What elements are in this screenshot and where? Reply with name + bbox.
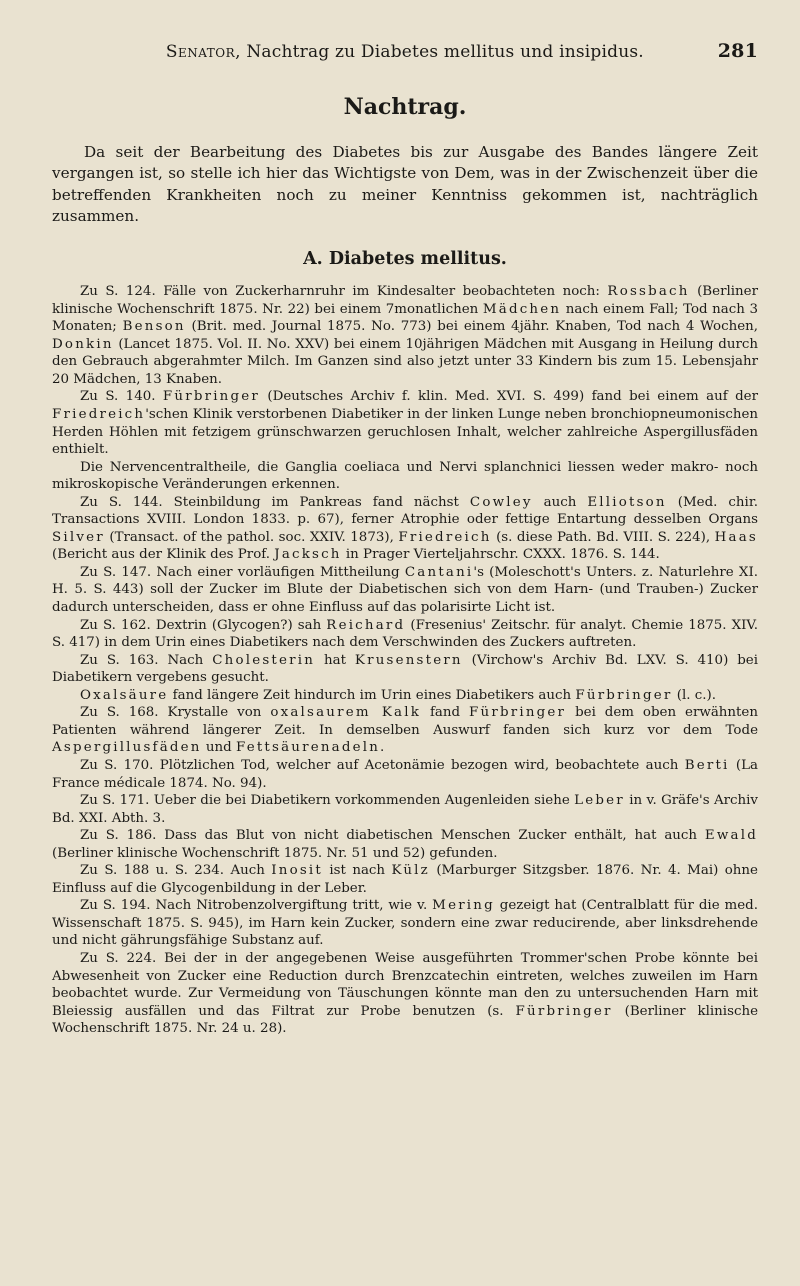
entry-paragraph [52,388,758,458]
entry-paragraph [52,687,758,705]
entry-paragraph [52,617,758,652]
entry-text: (Lancet 1875. Vol. II. No. XXV) bei einem 10jährigen Mädchen mit Ausgang in Heilung durch den Gebrauch abgerahmter Milch. Im Ganzen sind also jetzt unter 33 Kindern bis zum 15. Lebensjahr 20 Mädchen, 13 Knaben. [52,336,758,387]
entry-paragraph [52,494,758,564]
entry-text: Zu S. 144. Steinbildung im Pankreas fand nächst [80,494,470,510]
spaced-name: Reichard [326,617,406,633]
entry-text: fand längere Zeit hindurch im Urin eines Diabetikers auch [168,687,576,703]
entry-text: 'schen Klinik verstorbenen Diabetiker in der linken Lunge neben bronchiopneumonischen Herden Höhlen mit fetzigem grünschwarzen geruchlosen Inhalt, welcher zahlreiche Aspergillusfäden enthielt. [52,407,758,458]
entry-text: (s. diese Path. Bd. VIII. S. 224), [491,529,715,545]
entry-text: auch [532,494,588,510]
entry-paragraph [52,792,758,827]
entry-text: Zu S. 194. Nach Nitrobenzolvergiftung tritt, wie v. [80,898,433,914]
entry-text: Zu S. 188 u. S. 234. Auch [80,863,272,879]
spaced-name: Elliotson [587,494,667,510]
entry-paragraph [52,950,758,1038]
spaced-name: Aspergillusfäden [52,740,202,756]
running-head [52,40,758,62]
entry-text: (Bericht aus der Klinik des Prof. [52,547,275,563]
entry-paragraph [52,827,758,862]
entry-text: in v. Gräfe's Archiv Bd. XXI. Abth. 3. [52,793,758,826]
page-title: Nachtrag. [343,94,467,120]
spaced-name: Friedreich [398,529,492,545]
entry-text: (Deutsches Archiv f. klin. Med. XVI. S. 499) fand bei einem auf der [260,389,758,405]
spaced-name: Fürbringer [575,687,673,703]
entry-text: Zu S. 168. Krystalle von [80,705,271,721]
spaced-name: Mädchen [482,301,562,317]
entries [52,283,758,1038]
entry-text: Zu S. 162. Dextrin (Glycogen?) sah [80,617,327,633]
entry-paragraph [52,862,758,897]
entry-text: und [201,740,236,756]
spaced-name: Cowley [469,494,533,510]
entry-text: (Marburger Sitzgsber. 1876. Nr. 4. Mai) ohne Einfluss auf die Glycogenbildung in der Leber. [52,863,758,896]
entry-text: (Berliner klinische Wochenschrift 1875. Nr. 24 u. 28). [52,1003,758,1037]
entry-text: . [380,740,385,756]
entry-text: 's (Moleschott's Unters. z. Naturlehre XI. H. 5. S. 443) soll der Zucker im Blute der Diabetischen sich von dem Harn- (und Trauben-) Zucker dadurch unterscheiden, dass er ohne Einfluss auf das polarisirte Licht ist. [52,564,758,616]
entry-paragraph [52,283,758,388]
spaced-name: Cantani [404,564,474,580]
running-head-title [92,42,718,62]
spaced-name: Fürbringer [469,705,567,721]
entry-paragraph [52,652,758,687]
entry-paragraph [52,897,758,950]
entry-text: (Brit. med. Journal 1875. No. 773) bei einem 4jähr. Knaben, Tod nach 4 Wochen, [185,319,758,335]
spaced-name: Fürbringer [162,389,260,405]
spaced-name: Friedreich [52,407,146,423]
entry-text: (l. c.). [672,687,716,703]
entry-text: Zu S. 140. [80,389,163,405]
spaced-name: Krusenstern [354,652,463,668]
entry-text: in Prager Vierteljahrschr. CXXX. 1876. S. 144. [341,547,660,563]
intro-paragraph: Da seit der Bearbeitung des Diabetes bis zur Ausgabe des Bandes längere Zeit vergangen ist, so stelle ich hier das Wichtigste von Dem, was in der Zwischenzeit über die betreffenden Krankheiten noch zu meiner Kenntniss gekommen ist, nachträglich zusammen. [52,143,758,225]
spaced-name: Haas [714,529,758,545]
entry-text: Zu S. 147. Nach einer vorläufigen Mittheilung [80,564,405,580]
entry-text: bei dem oben erwähnten Patienten während längerer Zeit. In demselben Auswurf fanden sich kurz vor dem Tode [52,705,758,738]
spaced-name: Leber [574,793,625,809]
entry-text: (Berliner klinische Wochenschrift 1875. Nr. 51 und 52) gefunden. [52,845,498,861]
entry-text: Zu S. 186. Dass das Blut von nicht diabetischen Menschen Zucker enthält, hat auch [80,828,705,844]
entry-text: (La France médicale 1874. No. 94). [52,757,758,791]
spaced-name: Fettsäurenadeln [235,740,381,756]
spaced-name: Cholesterin [212,652,316,668]
entry-text: (Virchow's Archiv Bd. LXV. S. 410) bei Diabetikern vergebens gesucht. [52,652,758,686]
spaced-name: Benson [122,319,186,335]
spaced-name: Berti [684,757,730,773]
entry-text: hat [315,652,355,668]
entry-text: (Berliner klinische Wochenschrift 1875. Nr. 22) bei einem 7monatlichen [52,284,758,317]
spaced-name: Inosit [271,863,323,879]
entry-paragraph [52,704,758,757]
entry-paragraph [52,564,758,617]
section-heading: A. Diabetes mellitus. [303,249,507,270]
entry-paragraph [52,459,758,494]
entry-text: gezeigt hat (Centralblatt für die med. Wissenschaft 1875. S. 945), im Harn kein Zucker, sondern eine zwar reducirende, aber linksdrehende und nicht gährungsfähige Substanz auf. [52,898,758,949]
spaced-name: Jacksch [274,547,342,563]
entry-text: Zu S. 224. Bei der in der angegebenen Weise ausgeführten Trommer'schen Probe könnte bei Abwesenheit von Zucker eine Reduction durch Brenzcatechin eintreten, welches zuweilen im Harn beobachtet wurde. Zur Vermeidung von Täuschungen könnte man den zu untersuchenden Harn mit Bleiessig ausfällen und das Filtrat zur Probe benutzen (s. [52,950,758,1019]
entry-text: Zu S. 163. Nach [80,652,213,668]
entry-text: nach einem Fall; Tod nach 3 Monaten; [52,301,758,335]
entry-text: Die Nervencentraltheile, die Ganglia coeliaca und Nervi splanchnici liessen weder makro- noch mikroskopische Veränderungen erkennen. [52,459,758,493]
entry-text: (Med. chir. Transactions XVIII. London 1833. p. 67), ferner Atrophie oder fettige Entartung desselben Organs [52,494,759,528]
entry-paragraph [52,757,758,792]
spaced-name: Silver [52,529,105,545]
spaced-name: Fürbringer [515,1003,613,1019]
page-number: 281 [717,40,758,62]
spaced-name: Rossbach [607,284,690,300]
spaced-name: Mering [432,898,495,914]
spaced-name: Oxalsäure [80,687,169,703]
entry-text: (Transact. of the pathol. soc. XXIV. 1873), [104,529,399,545]
entry-text: ist nach [323,863,392,879]
entry-text: fand [421,705,470,721]
entry-text: Zu S. 124. Fälle von Zuckerharnruhr im Kindesalter beobachteten noch: [80,284,608,300]
spaced-name: oxalsaurem Kalk [270,705,422,721]
header-author: Senator [165,42,236,62]
entry-text: Zu S. 171. Ueber die bei Diabetikern vorkommenden Augenleiden siehe [80,793,575,809]
spaced-name: Ewald [704,828,758,844]
spaced-name: Külz [391,863,430,879]
entry-text: Zu S. 170. Plötzlichen Tod, welcher auf Acetonämie bezogen wird, beobachtete auch [80,757,685,773]
entry-text: (Fresenius' Zeitschr. für analyt. Chemie 1875. XIV. S. 417) in dem Urin eines Diabetikers nach dem Verschwinden des Zuckers auftreten. [52,617,758,651]
spaced-name: Donkin [52,336,114,352]
header-title: , Nachtrag zu Diabetes mellitus und insipidus. [235,42,644,62]
